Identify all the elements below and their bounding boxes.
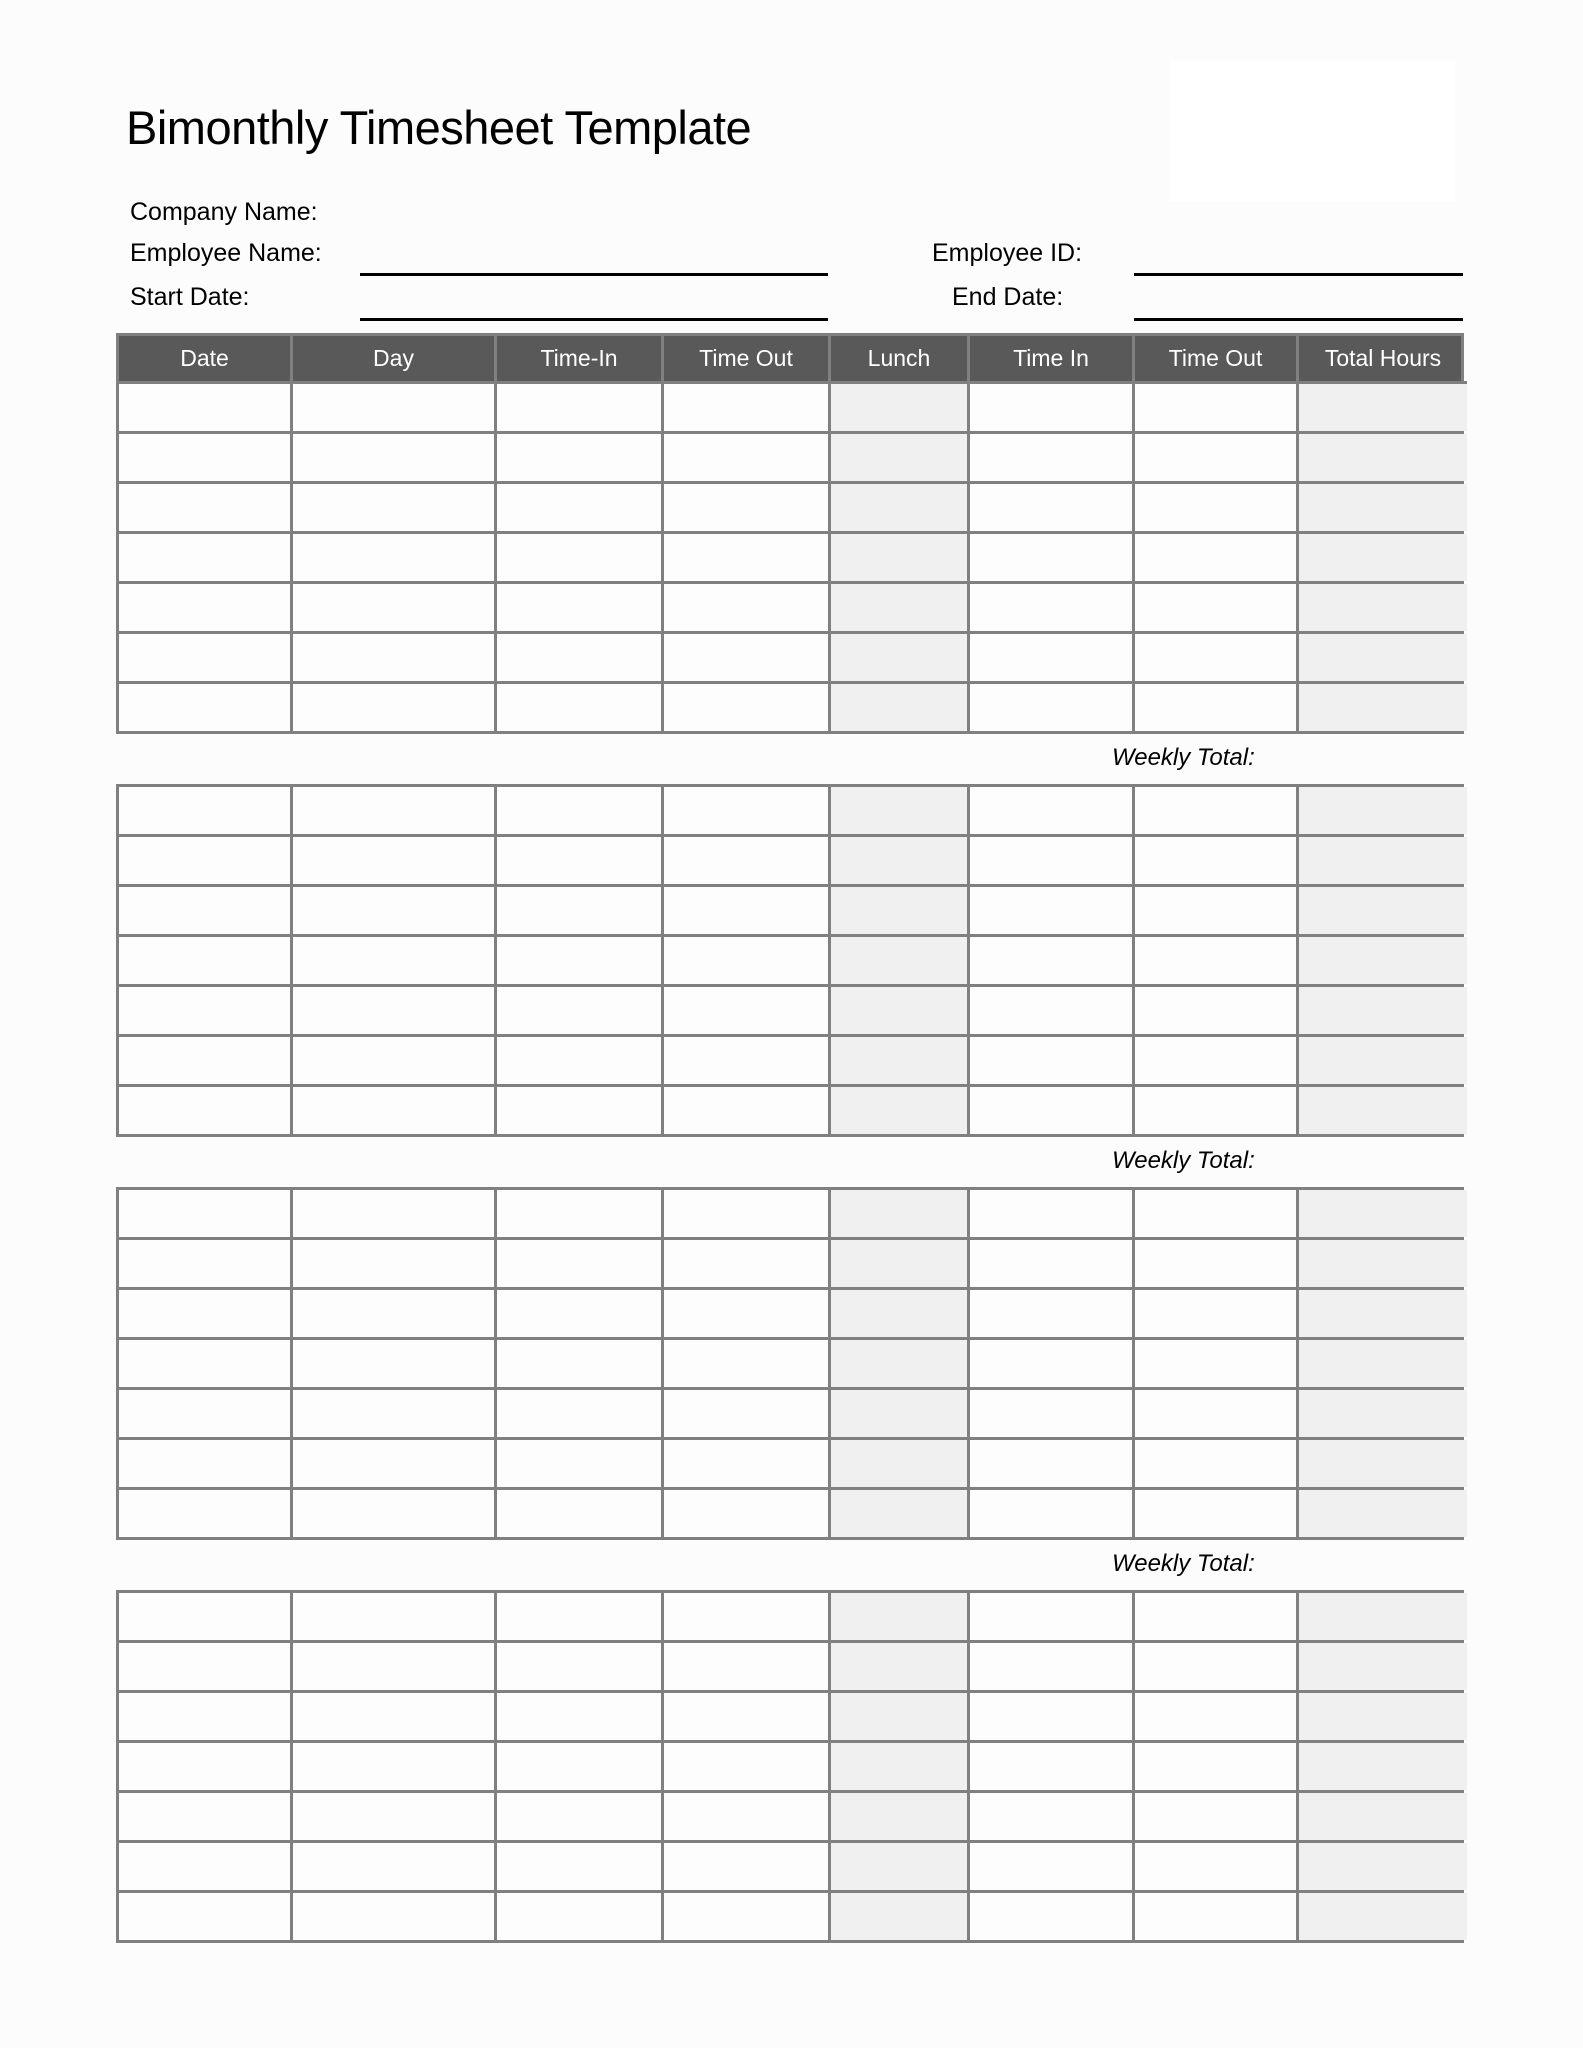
table-cell[interactable] <box>497 937 664 984</box>
table-cell[interactable] <box>293 1340 497 1387</box>
table-cell[interactable] <box>831 1593 970 1640</box>
table-cell[interactable] <box>1135 1037 1299 1084</box>
table-cell[interactable] <box>293 787 497 834</box>
table-cell[interactable] <box>1135 1693 1299 1740</box>
table-cell[interactable] <box>664 1290 831 1337</box>
week-block <box>116 1187 1464 1540</box>
table-cell[interactable] <box>1299 1390 1467 1437</box>
table-row <box>119 1390 1461 1440</box>
table-row <box>119 1893 1461 1940</box>
table-row <box>119 534 1461 584</box>
table-cell[interactable] <box>119 684 293 731</box>
table-cell[interactable] <box>293 1893 497 1940</box>
table-row <box>119 1743 1461 1793</box>
table-cell[interactable] <box>970 837 1135 884</box>
table-cell[interactable] <box>293 684 497 731</box>
employee-name-label: Employee Name: <box>130 239 322 267</box>
table-cell[interactable] <box>831 1843 970 1890</box>
table-cell[interactable] <box>831 1893 970 1940</box>
table-cell[interactable] <box>1299 837 1467 884</box>
table-cell[interactable] <box>119 1693 293 1740</box>
table-cell[interactable] <box>497 1743 664 1790</box>
table-cell[interactable] <box>1299 1340 1467 1387</box>
logo-placeholder <box>1170 61 1455 201</box>
table-cell[interactable] <box>970 987 1135 1034</box>
table-cell[interactable] <box>970 1490 1135 1537</box>
table-cell[interactable] <box>497 434 664 481</box>
weekly-total-label: Weekly Total: <box>1112 1550 1255 1577</box>
table-cell[interactable] <box>497 1693 664 1740</box>
table-cell[interactable] <box>1135 1743 1299 1790</box>
table-cell[interactable] <box>831 1087 970 1134</box>
table-cell[interactable] <box>831 1340 970 1387</box>
employee-id-label: Employee ID: <box>932 239 1083 267</box>
table-row <box>119 1843 1461 1893</box>
table-cell[interactable] <box>293 1240 497 1287</box>
week-block <box>116 1590 1464 1943</box>
table-cell[interactable] <box>119 787 293 834</box>
table-cell[interactable] <box>664 787 831 834</box>
table-cell[interactable] <box>119 484 293 531</box>
table-cell[interactable] <box>664 384 831 431</box>
table-cell[interactable] <box>293 1037 497 1084</box>
table-cell[interactable] <box>831 484 970 531</box>
table-row <box>119 1087 1461 1134</box>
table-cell[interactable] <box>293 1593 497 1640</box>
column-header: Time-In <box>497 336 664 384</box>
table-cell[interactable] <box>831 987 970 1034</box>
table-cell[interactable] <box>119 434 293 481</box>
weekly-total-label: Weekly Total: <box>1112 744 1255 771</box>
table-cell[interactable] <box>664 937 831 984</box>
table-row <box>119 987 1461 1037</box>
table-cell[interactable] <box>293 1190 497 1237</box>
table-cell[interactable] <box>970 1693 1135 1740</box>
table-cell[interactable] <box>831 684 970 731</box>
week-block <box>116 384 1464 734</box>
table-cell[interactable] <box>1299 384 1467 431</box>
table-cell[interactable] <box>970 1440 1135 1487</box>
table-cell[interactable] <box>831 534 970 581</box>
table-cell[interactable] <box>970 1643 1135 1690</box>
table-cell[interactable] <box>1135 1593 1299 1640</box>
table-row <box>119 1190 1461 1240</box>
table-cell[interactable] <box>293 837 497 884</box>
table-cell[interactable] <box>1135 987 1299 1034</box>
table-cell[interactable] <box>1135 1643 1299 1690</box>
table-cell[interactable] <box>1299 987 1467 1034</box>
table-cell[interactable] <box>1135 1490 1299 1537</box>
table-row <box>119 1290 1461 1340</box>
table-cell[interactable] <box>664 534 831 581</box>
table-cell[interactable] <box>970 937 1135 984</box>
table-cell[interactable] <box>1135 1240 1299 1287</box>
table-cell[interactable] <box>497 584 664 631</box>
table-cell[interactable] <box>1135 837 1299 884</box>
table-cell[interactable] <box>119 1893 293 1940</box>
table-row <box>119 1440 1461 1490</box>
table-cell[interactable] <box>831 1643 970 1690</box>
table-cell[interactable] <box>1299 787 1467 834</box>
table-row <box>119 1340 1461 1390</box>
column-header: Time Out <box>664 336 831 384</box>
table-cell[interactable] <box>831 384 970 431</box>
table-row <box>119 887 1461 937</box>
table-row <box>119 384 1461 434</box>
table-row <box>119 837 1461 887</box>
table-cell[interactable] <box>1299 1793 1467 1840</box>
table-cell[interactable] <box>497 1643 664 1690</box>
table-cell[interactable] <box>1299 1490 1467 1537</box>
table-cell[interactable] <box>970 1190 1135 1237</box>
table-cell[interactable] <box>1299 1290 1467 1337</box>
table-row <box>119 484 1461 534</box>
table-cell[interactable] <box>1135 887 1299 934</box>
table-cell[interactable] <box>970 1037 1135 1084</box>
table-cell[interactable] <box>664 1087 831 1134</box>
column-header: Total Hours <box>1299 336 1467 384</box>
table-cell[interactable] <box>1299 684 1467 731</box>
table-cell[interactable] <box>1299 1693 1467 1740</box>
table-cell[interactable] <box>497 1793 664 1840</box>
table-cell[interactable] <box>497 1037 664 1084</box>
table-cell[interactable] <box>970 684 1135 731</box>
table-cell[interactable] <box>119 634 293 681</box>
table-cell[interactable] <box>293 1390 497 1437</box>
table-row <box>119 1490 1461 1537</box>
table-cell[interactable] <box>831 584 970 631</box>
table-cell[interactable] <box>1299 1087 1467 1134</box>
table-cell[interactable] <box>1135 634 1299 681</box>
table-cell[interactable] <box>497 1290 664 1337</box>
table-cell[interactable] <box>1299 534 1467 581</box>
table-cell[interactable] <box>664 1490 831 1537</box>
table-cell[interactable] <box>497 1893 664 1940</box>
table-cell[interactable] <box>119 937 293 984</box>
table-cell[interactable] <box>119 1440 293 1487</box>
table-row <box>119 1037 1461 1087</box>
table-cell[interactable] <box>119 534 293 581</box>
table-cell[interactable] <box>664 1893 831 1940</box>
table-cell[interactable] <box>1135 1893 1299 1940</box>
table-cell[interactable] <box>1299 1843 1467 1890</box>
table-cell[interactable] <box>831 1290 970 1337</box>
table-cell[interactable] <box>831 434 970 481</box>
table-cell[interactable] <box>831 1190 970 1237</box>
table-cell[interactable] <box>293 1743 497 1790</box>
table-cell[interactable] <box>1299 1240 1467 1287</box>
table-cell[interactable] <box>1299 1643 1467 1690</box>
table-cell[interactable] <box>1135 684 1299 731</box>
weekly-total-row <box>116 1540 1464 1590</box>
table-cell[interactable] <box>497 684 664 731</box>
table-cell[interactable] <box>1135 584 1299 631</box>
table-cell[interactable] <box>497 787 664 834</box>
timesheet-table <box>116 333 1464 1943</box>
table-cell[interactable] <box>293 1440 497 1487</box>
table-cell[interactable] <box>970 1290 1135 1337</box>
table-cell[interactable] <box>497 1490 664 1537</box>
table-cell[interactable] <box>119 1340 293 1387</box>
table-cell[interactable] <box>497 384 664 431</box>
table-cell[interactable] <box>119 1843 293 1890</box>
table-cell[interactable] <box>1135 1290 1299 1337</box>
table-cell[interactable] <box>293 1793 497 1840</box>
table-cell[interactable] <box>831 1693 970 1740</box>
table-cell[interactable] <box>664 434 831 481</box>
table-row <box>119 1693 1461 1743</box>
table-cell[interactable] <box>293 987 497 1034</box>
table-cell[interactable] <box>664 1240 831 1287</box>
table-cell[interactable] <box>970 484 1135 531</box>
table-cell[interactable] <box>293 1693 497 1740</box>
table-cell[interactable] <box>831 887 970 934</box>
table-cell[interactable] <box>1299 484 1467 531</box>
table-cell[interactable] <box>497 987 664 1034</box>
table-cell[interactable] <box>664 1340 831 1387</box>
table-cell[interactable] <box>119 1390 293 1437</box>
table-cell[interactable] <box>293 887 497 934</box>
table-header <box>116 333 1464 384</box>
table-cell[interactable] <box>970 634 1135 681</box>
table-cell[interactable] <box>1299 1743 1467 1790</box>
table-cell[interactable] <box>1299 1440 1467 1487</box>
table-cell[interactable] <box>119 1593 293 1640</box>
table-cell[interactable] <box>970 1390 1135 1437</box>
table-cell[interactable] <box>497 837 664 884</box>
table-row <box>119 1643 1461 1693</box>
table-cell[interactable] <box>970 1743 1135 1790</box>
table-cell[interactable] <box>119 837 293 884</box>
start-date-field[interactable] <box>360 318 828 321</box>
table-cell[interactable] <box>119 584 293 631</box>
table-row <box>119 684 1461 731</box>
table-cell[interactable] <box>119 1087 293 1134</box>
table-cell[interactable] <box>293 1843 497 1890</box>
table-cell[interactable] <box>293 1490 497 1537</box>
table-cell[interactable] <box>293 584 497 631</box>
table-row <box>119 787 1461 837</box>
column-header: Time In <box>970 336 1135 384</box>
table-cell[interactable] <box>664 584 831 631</box>
table-row <box>119 1793 1461 1843</box>
table-cell[interactable] <box>831 1440 970 1487</box>
table-cell[interactable] <box>1135 1440 1299 1487</box>
table-row <box>119 434 1461 484</box>
table-cell[interactable] <box>119 1743 293 1790</box>
weekly-total-row <box>116 734 1464 784</box>
table-cell[interactable] <box>664 484 831 531</box>
table-cell[interactable] <box>497 1087 664 1134</box>
table-cell[interactable] <box>970 1843 1135 1890</box>
table-cell[interactable] <box>831 787 970 834</box>
table-cell[interactable] <box>497 1440 664 1487</box>
table-cell[interactable] <box>664 987 831 1034</box>
table-cell[interactable] <box>497 1190 664 1237</box>
table-cell[interactable] <box>293 1290 497 1337</box>
end-date-label: End Date: <box>952 283 1064 311</box>
table-cell[interactable] <box>497 534 664 581</box>
table-cell[interactable] <box>119 1037 293 1084</box>
table-cell[interactable] <box>1135 1087 1299 1134</box>
table-cell[interactable] <box>1135 787 1299 834</box>
page-title: Bimonthly Timesheet Template <box>126 101 752 154</box>
table-cell[interactable] <box>293 434 497 481</box>
table-row <box>119 1593 1461 1643</box>
table-row <box>119 634 1461 684</box>
table-cell[interactable] <box>664 684 831 731</box>
table-row <box>119 937 1461 987</box>
table-cell[interactable] <box>1135 534 1299 581</box>
table-cell[interactable] <box>1135 937 1299 984</box>
end-date-field[interactable] <box>1134 318 1463 321</box>
table-cell[interactable] <box>1299 1190 1467 1237</box>
weekly-total-label: Weekly Total: <box>1112 1147 1255 1174</box>
table-row <box>119 584 1461 634</box>
table-cell[interactable] <box>970 1087 1135 1134</box>
table-cell[interactable] <box>970 1240 1135 1287</box>
table-cell[interactable] <box>1135 384 1299 431</box>
table-cell[interactable] <box>664 1643 831 1690</box>
week-block <box>116 784 1464 1137</box>
table-cell[interactable] <box>1299 434 1467 481</box>
table-cell[interactable] <box>831 837 970 884</box>
table-cell[interactable] <box>970 584 1135 631</box>
table-cell[interactable] <box>1299 1037 1467 1084</box>
table-cell[interactable] <box>119 1793 293 1840</box>
table-cell[interactable] <box>970 787 1135 834</box>
table-cell[interactable] <box>293 484 497 531</box>
table-cell[interactable] <box>119 1643 293 1690</box>
table-cell[interactable] <box>664 1190 831 1237</box>
start-date-label: Start Date: <box>130 283 250 311</box>
table-cell[interactable] <box>1135 1190 1299 1237</box>
column-header: Date <box>119 336 293 384</box>
table-cell[interactable] <box>497 484 664 531</box>
table-cell[interactable] <box>293 384 497 431</box>
table-cell[interactable] <box>664 1693 831 1740</box>
employee-id-field[interactable] <box>1134 273 1463 276</box>
table-cell[interactable] <box>664 634 831 681</box>
table-cell[interactable] <box>970 1793 1135 1840</box>
table-cell[interactable] <box>1299 937 1467 984</box>
table-cell[interactable] <box>497 1340 664 1387</box>
table-cell[interactable] <box>497 887 664 934</box>
column-header: Lunch <box>831 336 970 384</box>
company-name-label: Company Name: <box>130 198 318 226</box>
table-cell[interactable] <box>497 1843 664 1890</box>
table-cell[interactable] <box>1135 1340 1299 1387</box>
table-cell[interactable] <box>119 1490 293 1537</box>
table-cell[interactable] <box>119 887 293 934</box>
table-row <box>119 1240 1461 1290</box>
table-cell[interactable] <box>119 1190 293 1237</box>
table-cell[interactable] <box>1299 1593 1467 1640</box>
table-cell[interactable] <box>664 1593 831 1640</box>
table-cell[interactable] <box>293 937 497 984</box>
table-cell[interactable] <box>664 887 831 934</box>
table-cell[interactable] <box>1135 1793 1299 1840</box>
table-cell[interactable] <box>497 634 664 681</box>
column-header: Day <box>293 336 497 384</box>
table-cell[interactable] <box>970 434 1135 481</box>
table-cell[interactable] <box>831 1490 970 1537</box>
table-cell[interactable] <box>970 1340 1135 1387</box>
table-cell[interactable] <box>497 1593 664 1640</box>
table-cell[interactable] <box>1135 1390 1299 1437</box>
table-cell[interactable] <box>119 1240 293 1287</box>
table-cell[interactable] <box>664 1037 831 1084</box>
table-cell[interactable] <box>664 1440 831 1487</box>
table-cell[interactable] <box>831 1390 970 1437</box>
table-cell[interactable] <box>119 987 293 1034</box>
table-cell[interactable] <box>970 887 1135 934</box>
table-cell[interactable] <box>497 1390 664 1437</box>
table-cell[interactable] <box>831 1037 970 1084</box>
table-cell[interactable] <box>664 1793 831 1840</box>
table-cell[interactable] <box>970 534 1135 581</box>
column-header: Time Out <box>1135 336 1299 384</box>
table-cell[interactable] <box>1299 584 1467 631</box>
table-cell[interactable] <box>970 1893 1135 1940</box>
table-cell[interactable] <box>293 634 497 681</box>
table-cell[interactable] <box>497 1240 664 1287</box>
table-cell[interactable] <box>664 837 831 884</box>
table-cell[interactable] <box>1299 1893 1467 1940</box>
table-cell[interactable] <box>664 1390 831 1437</box>
table-cell[interactable] <box>1299 887 1467 934</box>
table-cell[interactable] <box>293 1643 497 1690</box>
table-cell[interactable] <box>831 1793 970 1840</box>
table-cell[interactable] <box>831 1240 970 1287</box>
table-cell[interactable] <box>119 384 293 431</box>
table-cell[interactable] <box>831 1743 970 1790</box>
table-cell[interactable] <box>119 1290 293 1337</box>
table-cell[interactable] <box>1135 1843 1299 1890</box>
table-cell[interactable] <box>664 1743 831 1790</box>
table-cell[interactable] <box>831 937 970 984</box>
table-cell[interactable] <box>970 384 1135 431</box>
weekly-total-row <box>116 1137 1464 1187</box>
table-cell[interactable] <box>1135 434 1299 481</box>
table-cell[interactable] <box>664 1843 831 1890</box>
employee-name-field[interactable] <box>360 273 828 276</box>
table-cell[interactable] <box>293 534 497 581</box>
table-cell[interactable] <box>293 1087 497 1134</box>
table-cell[interactable] <box>970 1593 1135 1640</box>
table-cell[interactable] <box>1299 634 1467 681</box>
table-cell[interactable] <box>1135 484 1299 531</box>
table-cell[interactable] <box>831 634 970 681</box>
